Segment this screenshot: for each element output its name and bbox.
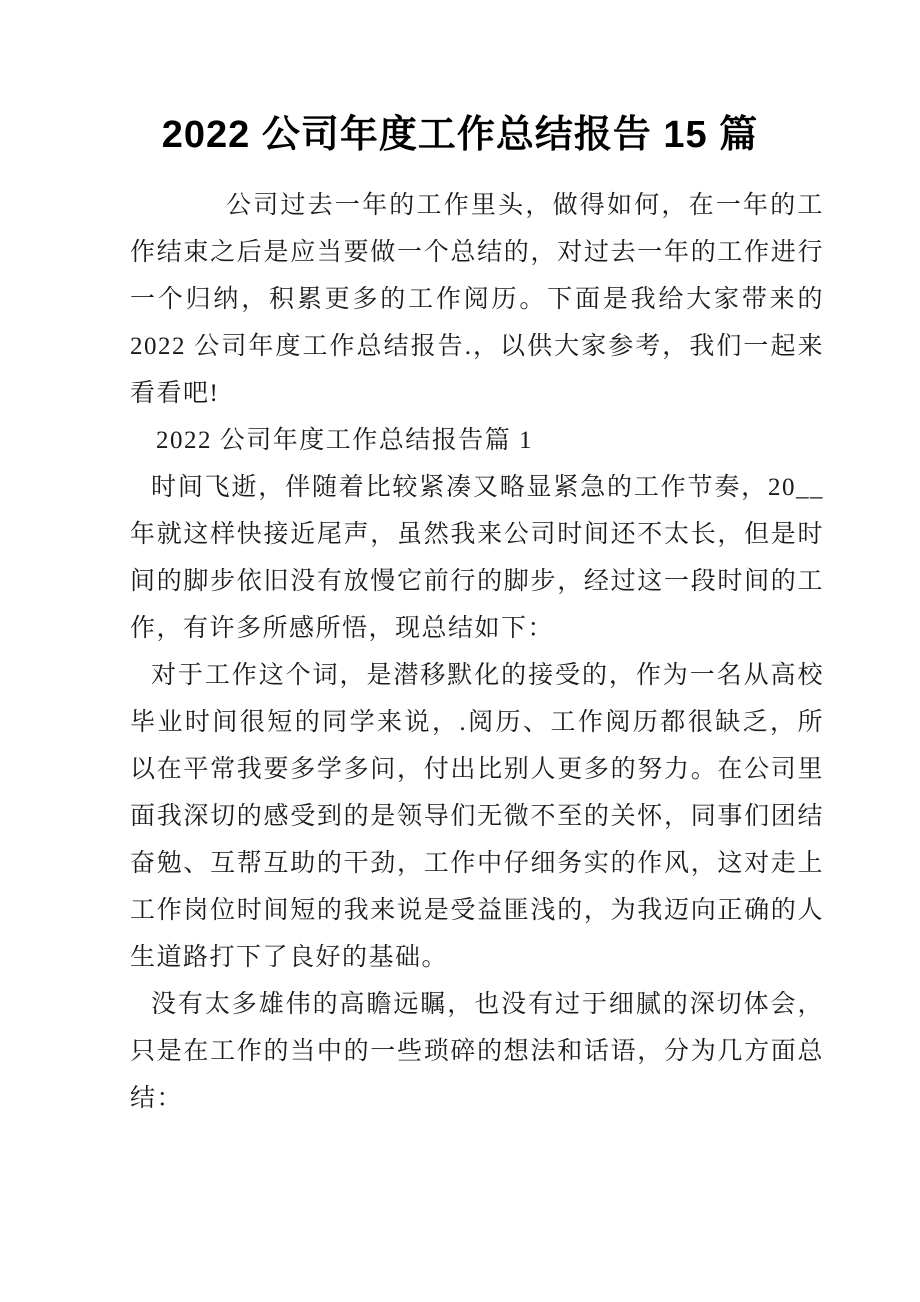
paragraph: 没有太多雄伟的高瞻远瞩，也没有过于细腻的深切体会，只是在工作的当中的一些琐碎的想法和话语，分为几方面总结： [130,991,824,1112]
intro-paragraph: 公司过去一年的工作里头，做得如何，在一年的工作结束之后是应当要做一个总结的，对过去一年的工作进行一个归纳，积累更多的工作阅历。下面是我给大家带来的2022 公司年度工作总结报告.，以供大家参考，我们一起来看看吧! [130,192,824,407]
document-body [130,182,824,1122]
paragraph: 时间飞逝，伴随着比较紧凑又略显紧急的工作节奏，20__年就这样快接近尾声，虽然我来公司时间还不太长，但是时间的脚步依旧没有放慢它前行的脚步，经过这一段时间的工作，有许多所感所悟，现总结如下： [130,474,824,642]
document-title: 2022 公司年度工作总结报告 15 篇 [161,114,759,156]
paragraph: 对于工作这个词，是潜移默化的接受的，作为一名从高校毕业时间很短的同学来说，.阅历、工作阅历都很缺乏，所以在平常我要多学多问，付出比别人更多的努力。在公司里面我深切的感受到的是领导们无微不至的关怀，同事们团结奋勉、互帮互助的干劲，工作中仔细务实的作风，这对走上工作岗位时间短的我来说是受益匪浅的，为我迈向正确的人生道路打下了良好的基础。 [130,662,824,971]
section-heading: 2022 公司年度工作总结报告篇 1 [156,427,534,454]
